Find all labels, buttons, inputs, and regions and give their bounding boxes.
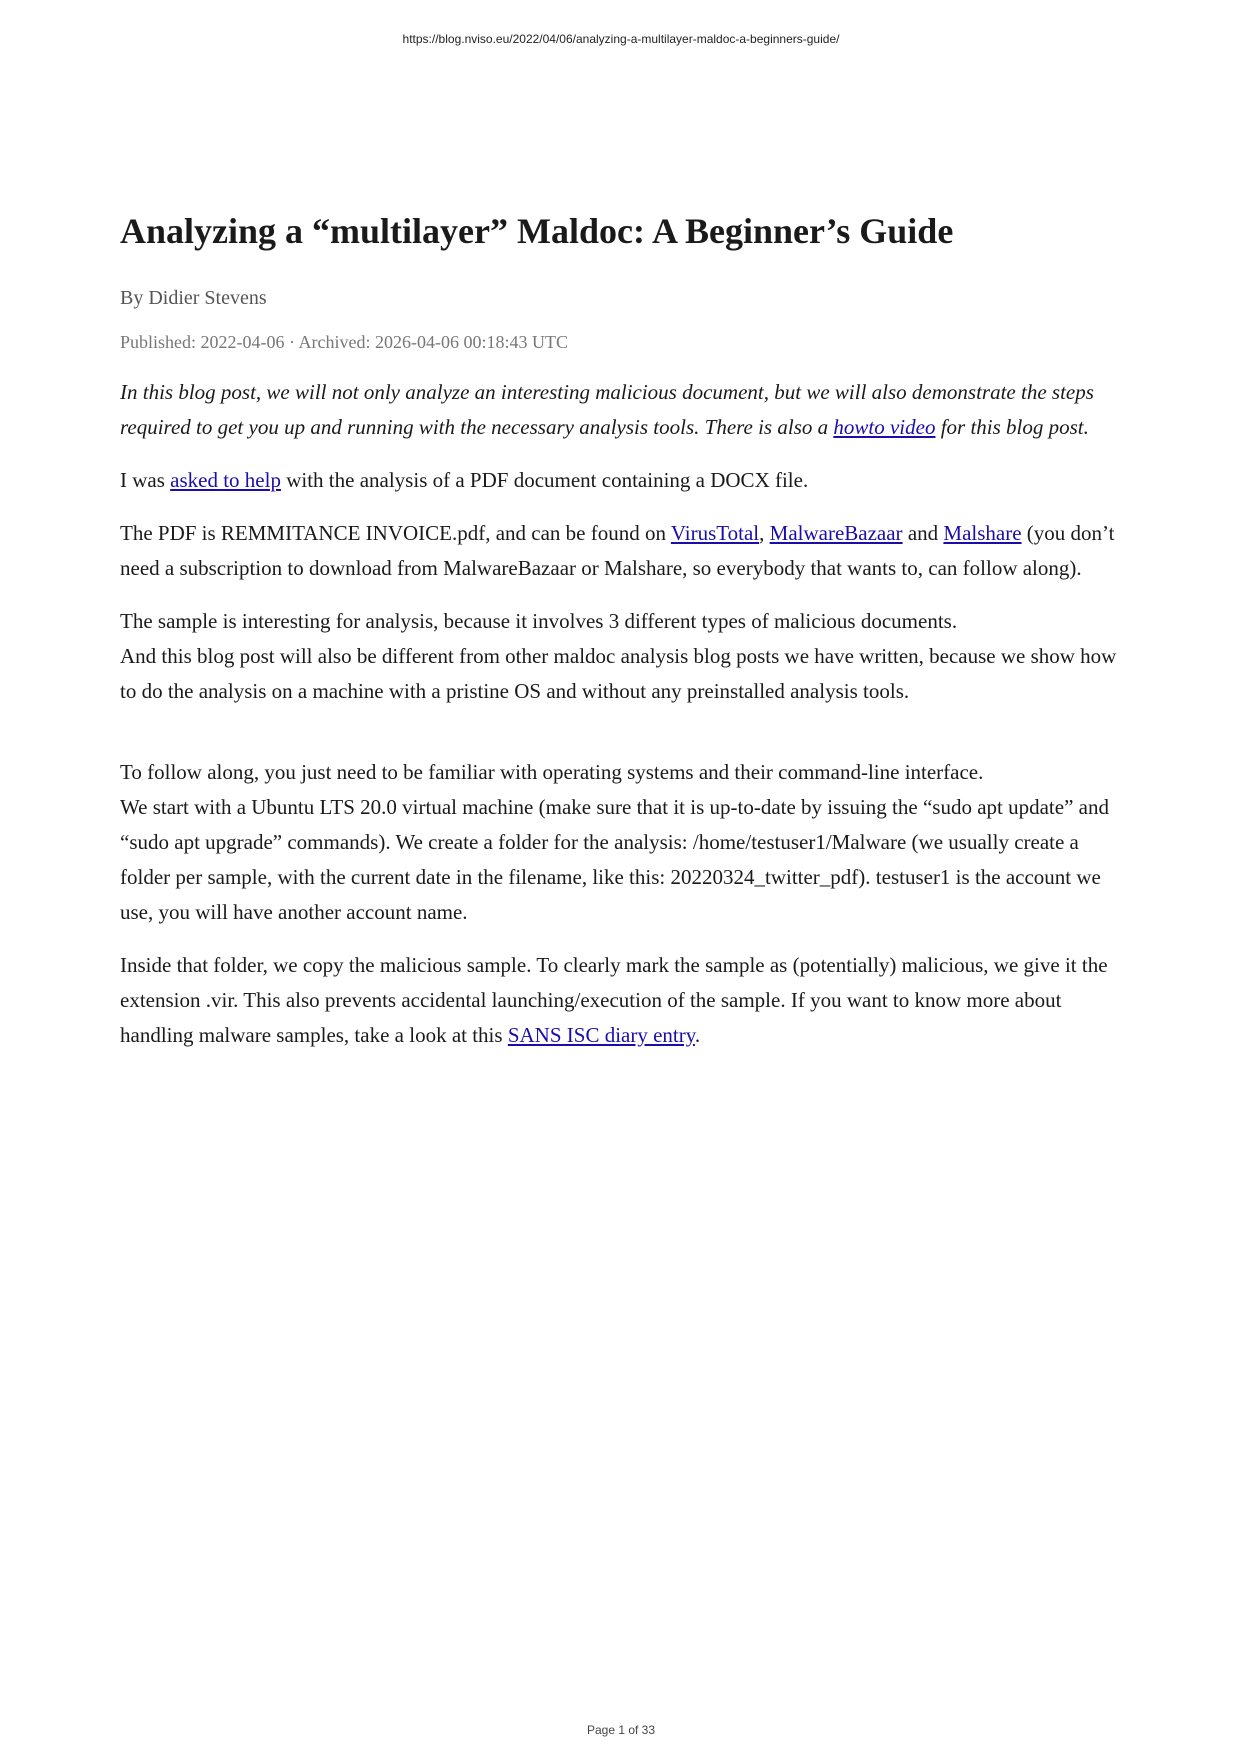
separator-comma: , bbox=[759, 520, 770, 545]
paragraph-sources-start: The PDF is REMMITANCE INVOICE.pdf, and can be found on bbox=[120, 520, 671, 545]
author-byline: By Didier Stevens bbox=[120, 286, 267, 309]
separator-and: and bbox=[902, 520, 944, 545]
paragraph-asked-end: with the analysis of a PDF document containing a DOCX file. bbox=[280, 467, 809, 492]
malwarebazaar-link[interactable]: MalwareBazaar bbox=[769, 520, 903, 545]
article bbox=[120, 208, 1125, 1071]
malshare-link[interactable]: Malshare bbox=[943, 520, 1022, 545]
intro-paragraph bbox=[120, 375, 1125, 445]
asked-to-help-link[interactable]: asked to help bbox=[170, 467, 281, 492]
intro-text-start: In this blog post, we will not only analyze an interesting malicious document, but we will also demonstrate the steps required to get you up and running with the necessary analysis tools. There is also a bbox=[120, 379, 1094, 439]
publish-meta: Published: 2022-04-06 · Archived: 2026-04-06 00:18:43 UTC bbox=[120, 331, 568, 352]
paragraph-setup bbox=[120, 755, 1125, 930]
article-title: Analyzing a “multilayer” Maldoc: A Beginner’s Guide bbox=[120, 211, 954, 251]
paragraph-asked bbox=[120, 463, 1125, 498]
paragraph-sources bbox=[120, 516, 1125, 586]
paragraph-sources-end: (you don’t need a subscription to download from MalwareBazaar or Malshare, so everybody that wants to, can follow along). bbox=[120, 520, 1115, 580]
paragraph-folder-end: . bbox=[694, 1022, 701, 1047]
paragraph-folder-start: Inside that folder, we copy the malicious sample. To clearly mark the sample as (potentially) malicious, we give it the extension .vir. This also prevents accidental launching/execution of the sample. If you want to know more about handling malware samples, take a look at this bbox=[120, 952, 1108, 1047]
paragraph-folder bbox=[120, 948, 1125, 1053]
paragraph-setup-line1: To follow along, you just need to be familiar with operating systems and their command-line interface. bbox=[120, 759, 984, 784]
paragraph-sample bbox=[120, 604, 1125, 709]
paragraph-sample-line1: The sample is interesting for analysis, because it involves 3 different types of malicious documents. bbox=[120, 608, 958, 633]
sans-isc-diary-link[interactable]: SANS ISC diary entry bbox=[507, 1022, 695, 1047]
howto-video-link[interactable]: howto video bbox=[833, 414, 936, 439]
paragraph-setup-line2: We start with a Ubuntu LTS 20.0 virtual machine (make sure that it is up-to-date by issuing the “sudo apt update” and “sudo apt upgrade” commands). We create a folder for the analysis: /home/testuser1/Malware (we usually create a folder per sample, with the current date in the filename, like this: 20220324_twitter_pdf). testuser1 is the account we use, you will have another account name. bbox=[120, 794, 1109, 924]
intro-text-end: for this blog post. bbox=[935, 414, 1089, 439]
paragraph-sample-line2: And this blog post will also be different from other maldoc analysis blog posts we have written, because we show how to do the analysis on a machine with a pristine OS and without any preinstalled analysis tools. bbox=[120, 643, 1117, 703]
page-number: Page 1 of 33 bbox=[586, 1723, 656, 1737]
paragraph-asked-start: I was bbox=[120, 467, 171, 492]
page-url: https://blog.nviso.eu/2022/04/06/analyzing-a-multilayer-maldoc-a-beginners-guide/ bbox=[402, 32, 840, 46]
virustotal-link[interactable]: VirusTotal bbox=[670, 520, 760, 545]
